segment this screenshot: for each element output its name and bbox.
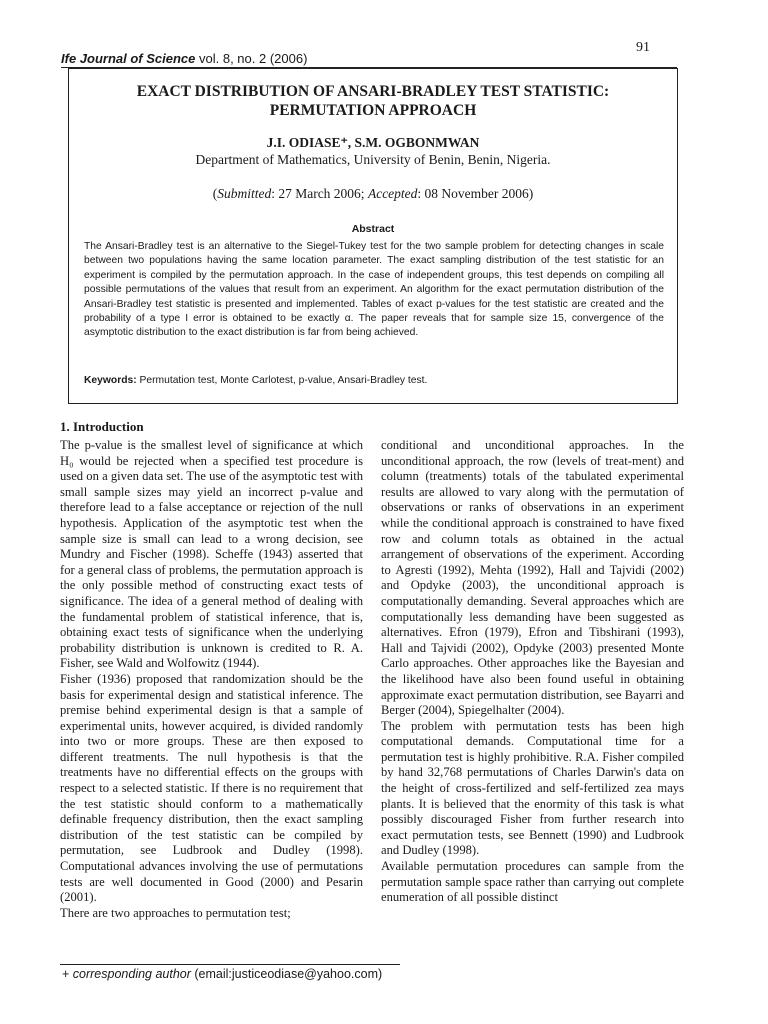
accepted-date: : 08 November 2006) [417, 186, 534, 201]
page-number: 91 [636, 40, 650, 55]
footnote-marker: + [62, 967, 73, 981]
journal-name: Ife Journal of Science [61, 51, 196, 66]
paper-title [68, 82, 678, 120]
keywords-label: Keywords: [84, 375, 137, 386]
footnote-email: (email:justiceodiase@yahoo.com) [190, 967, 383, 981]
submitted-label: Submitted [217, 186, 272, 201]
abstract-text: The Ansari-Bradley test is an alternative to the Siegel-Tukey test for the two sample problem for detecting changes in scale between two populations having the same location parameter. The exact sampling distribution of the test statistic for an experiment is compiled by the permutation approach. In the case of independent groups, this test depends on compiling all possible permutations of the values that result from an experiment. An algorithm for the exact permutation distribution of the Ansari-Bradley test statistic is presented and implemented. Tables of exact p-values for the test statistic are created and the probability of a type I error is obtained to be exactly α. The paper reveals that for sample size 15, convergence of the asymptotic distribution to the exact distribution is far from being achieved. [84, 241, 664, 339]
footnote-rule [60, 964, 400, 965]
dates-open: ( [212, 186, 218, 201]
title-line-2: PERMUTATION APPROACH [269, 102, 477, 119]
title-line-1: EXACT DISTRIBUTION OF ANSARI-BRADLEY TEST STATISTIC: [136, 83, 610, 100]
paragraph: The problem with permutation tests has been high computational demands. Computational time for a permutation test is highly prohibitive. R.A. Fisher compiled by hand 32,768 permutations of Charles Darwin's data on the height of cross-fertilized and self-fertilized zea mays plants. It is believed that the enormity of this task is what possibly discouraged Fisher from further research into exact permutation tests, see Bennett (1990) and Ludbrook and Dudley (1998). [381, 718, 684, 858]
submission-dates [68, 186, 678, 202]
journal-volume: vol. 8, no. 2 (2006) [199, 51, 308, 66]
authors: J.I. ODIASE⁺, S.M. OGBONMWAN [266, 135, 480, 150]
running-head [61, 51, 307, 66]
section-heading: 1. Introduction [60, 419, 144, 434]
paragraph: The p-value is the smallest level of significance at which H₀ would be rejected when a specified test procedure is used on a given data set. The use of the asymptotic test with small sample sizes may yield an incorrect p-value and therefore lead to a false acceptance or rejection of the null hypothesis. Application of the asymptotic test when the sample size is small can lead to a wrong decision, see Mundry and Fischer (1998). Scheffe (1943) asserted that for a general class of problems, the permutation approach is the only possible method of constructing exact tests of significance. The idea of a general method of dealing with the fundamental problem of statistical inference, that is, obtaining exact tests of significance when the underlying probability distribution is unknown is credited to R. A. Fisher, see Wald and Wolfowitz (1944). [60, 438, 363, 671]
footnote-label: corresponding author [72, 967, 191, 981]
accepted-label: Accepted [367, 186, 418, 201]
right-column [381, 438, 684, 906]
affiliation: Department of Mathematics, University of Benin, Benin, Nigeria. [195, 152, 551, 167]
header-rule [61, 67, 677, 68]
paragraph: conditional and unconditional approaches. In the unconditional approach, the row (levels of treat-ment) and column (treatments) totals of the tabulated experimental results are allowed to vary along with the permutation of observations or ranks of observations in an experiment while the conditional approach is constrained to have fixed row and column totals as obtained in the actual arrangement of observations of the experiment. According to Agresti (1992), Mehta (1992), Hall and Tajvidi (2002) and Opdyke (2003), the unconditional approach is computationally demanding. Several approaches which are computationally less demanding have been suggested as alternatives. Efron (1979), Efron and Tibshirani (1993), Hall and Tajvidi (2002), Opdyke (2003) presented Monte Carlo approaches. Other approaches like the Bayesian and the likelihood have also been found useful in obtaining approximate exact permutation distribution, see Bayarri and Berger (2004), Spiegelhalter (2004). [381, 438, 684, 718]
keywords [84, 375, 664, 386]
left-column [60, 438, 363, 921]
paragraph: Available permutation procedures can sample from the permutation sample space rather than carrying out complete enumeration of all possible distinct [381, 859, 684, 905]
paragraph: Fisher (1936) proposed that randomization should be the basis for experimental design and statistical inference. The premise behind experimental design is that a sample of experimental units, however acquired, is divided randomly into two or more groups. These are then exposed to different treatments. The null hypothesis is that the treatments have no differential effects on the groups with respect to a selected statistic. If there is no requirement that the test statistic should conform to a mathematically definable frequency distribution, then the exact sampling distribution of the test statistic can be compiled by permutation, see Ludbrook and Dudley (1998). Computational advances involving the use of permutations tests are well documented in Good (2000) and Pesarin (2001). [60, 671, 363, 905]
footnote [62, 967, 382, 981]
paragraph: There are two approaches to permutation test; [60, 905, 291, 920]
submitted-date: : 27 March 2006; [271, 186, 368, 201]
keywords-text: Permutation test, Monte Carlotest, p-value, Ansari-Bradley test. [136, 375, 428, 386]
abstract-heading: Abstract [351, 223, 395, 235]
